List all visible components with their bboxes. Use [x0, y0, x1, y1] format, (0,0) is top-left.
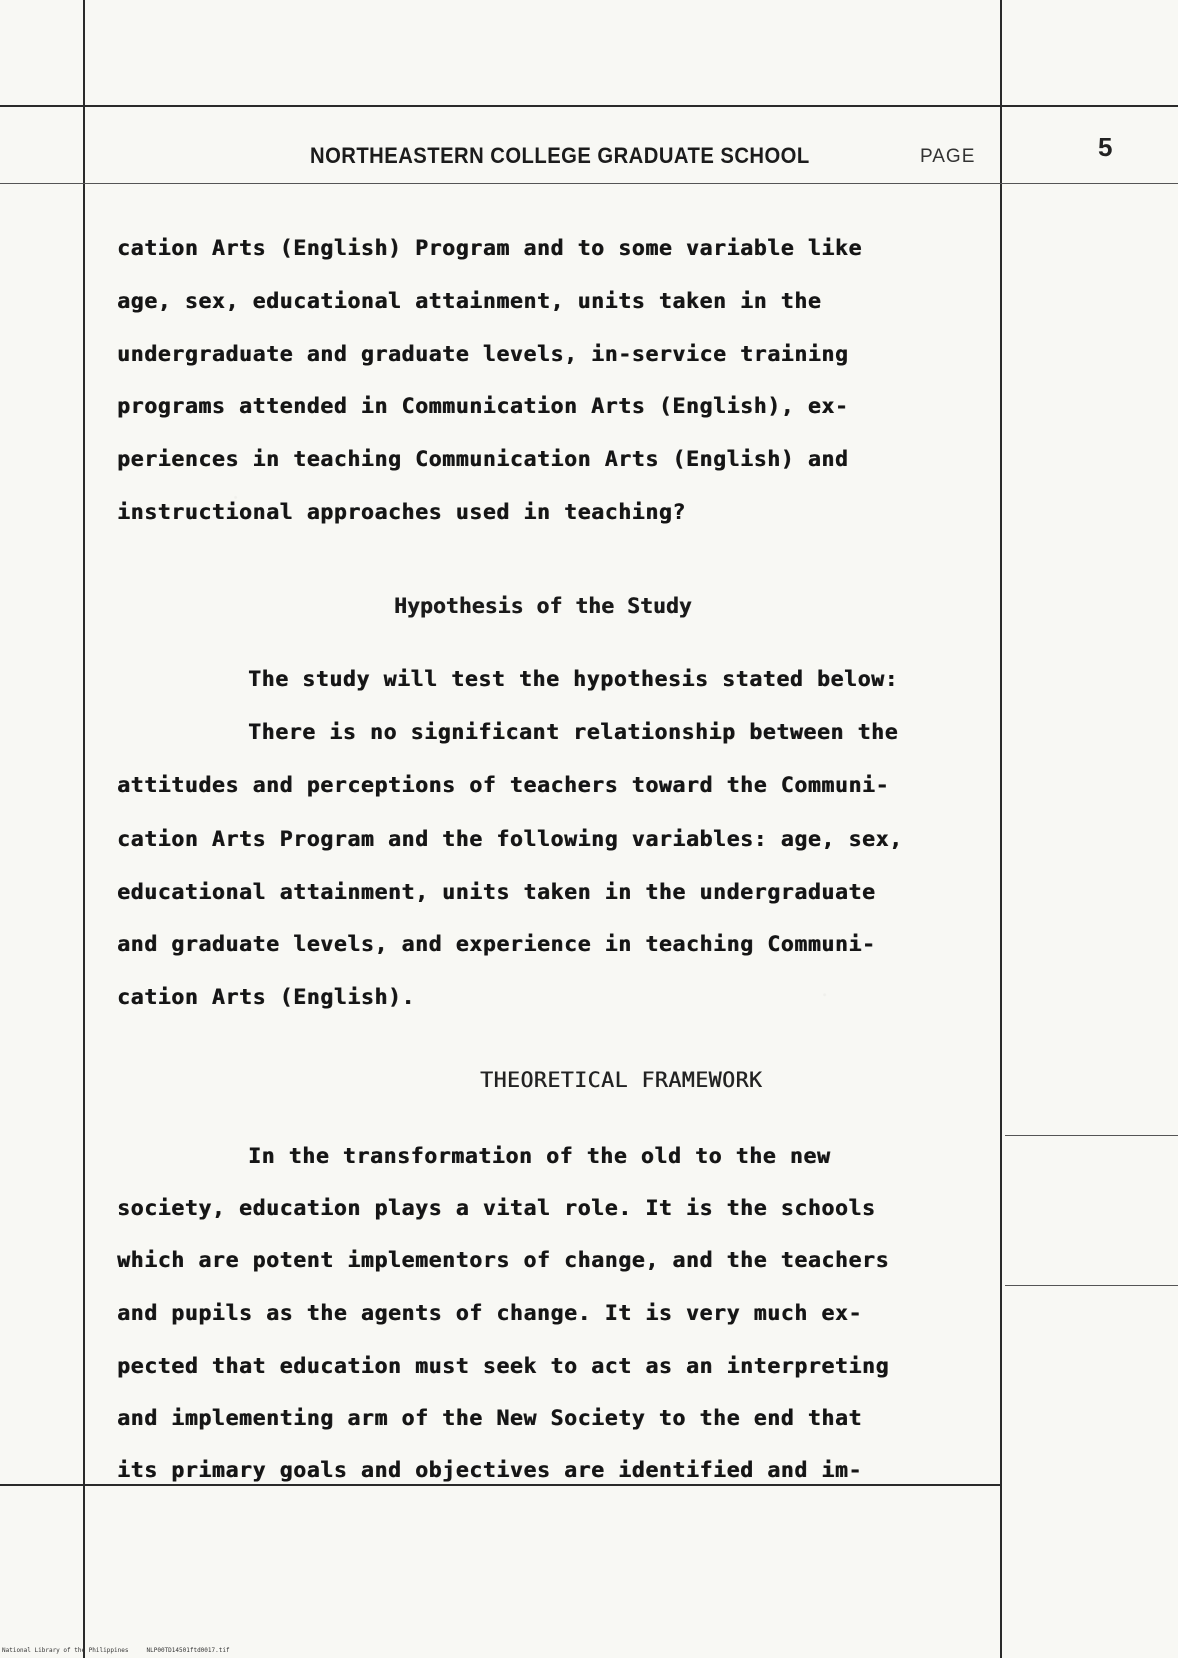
- text-line: cation Arts (English).: [117, 985, 415, 1010]
- scan-footer: [2, 1647, 230, 1654]
- text-line: periences in teaching Communication Arts (English) and: [117, 447, 849, 472]
- text-line: society, education plays a vital role. It is the schools: [117, 1196, 876, 1221]
- footer-library: National Library of the Philippines: [2, 1647, 129, 1654]
- framework-heading: THEORETICAL FRAMEWORK: [480, 1068, 763, 1093]
- text-line: pected that education must seek to act as an interpreting: [117, 1354, 890, 1379]
- text-line: There is no significant relationship between the: [248, 720, 899, 745]
- text-line: and implementing arm of the New Society to the end that: [117, 1406, 862, 1431]
- left-margin-rule: [83, 0, 85, 1658]
- text-line: undergraduate and graduate levels, in-service training: [117, 342, 849, 367]
- text-line: age, sex, educational attainment, units taken in the: [117, 289, 822, 314]
- text-line: instructional approaches used in teaching?: [117, 500, 686, 525]
- text-line: programs attended in Communication Arts (English), ex-: [117, 394, 849, 419]
- text-line: attitudes and perceptions of teachers toward the Communi-: [117, 773, 890, 798]
- text-line: The study will test the hypothesis stated below:: [248, 667, 899, 692]
- text-line: educational attainment, units taken in the undergraduate: [117, 880, 876, 905]
- page-number: 5: [1098, 132, 1113, 162]
- text-line: cation Arts (English) Program and to some variable like: [117, 236, 862, 261]
- footer-rule: [0, 1484, 1000, 1486]
- text-line: its primary goals and objectives are identified and im-: [117, 1458, 862, 1483]
- text-line: and pupils as the agents of change. It is very much ex-: [117, 1301, 862, 1326]
- text-line: In the transformation of the old to the new: [248, 1144, 831, 1169]
- right-edge-mark-1: [1005, 1135, 1178, 1136]
- right-margin-rule: [1000, 0, 1002, 1658]
- header-bottom-rule: [0, 183, 1178, 184]
- school-header: NORTHEASTERN COLLEGE GRADUATE SCHOOL: [310, 143, 810, 168]
- text-line: cation Arts Program and the following variables: age, sex,: [117, 827, 903, 852]
- footer-file: NLP00TD14501ftd0017.tif: [146, 1647, 230, 1654]
- text-line: which are potent implementors of change, and the teachers: [117, 1248, 890, 1273]
- hypothesis-heading: Hypothesis of the Study: [394, 594, 692, 619]
- page-label: PAGE: [920, 146, 976, 167]
- header-top-rule: [0, 105, 1178, 107]
- text-line: and graduate levels, and experience in teaching Communi-: [117, 932, 876, 957]
- right-edge-mark-2: [1005, 1285, 1178, 1286]
